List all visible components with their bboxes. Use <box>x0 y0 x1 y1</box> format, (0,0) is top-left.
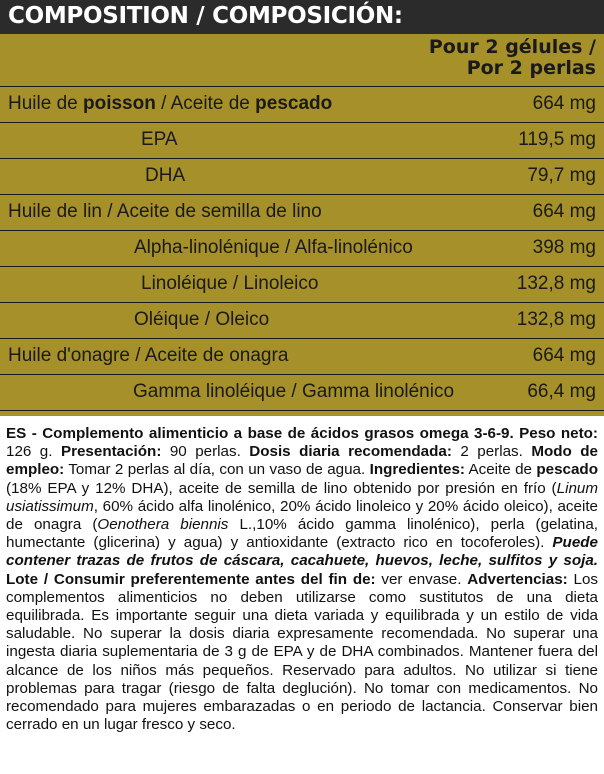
row-value: 79,7 mg <box>527 165 596 186</box>
composition-header <box>0 0 604 34</box>
table-row-epa <box>0 122 604 158</box>
description-paragraph: ES - Complemento alimenticio a base de ácidos grasos omega 3-6-9. Peso neto: 126 g. Presentación: 90 perlas. Dosis diaria recomendada: 2 perlas. Modo de empleo: Tomar 2 perlas al día, con un vaso de agua. Ingredientes: Aceite de pescado (18% EPA y 12% DHA), aceite de semilla de lino obtenido por presión en frío (Linum usiatissimum, 60% ácido alfa linolénico, 20% ácido linoleico y 20% ácido oleico), aceite de onagra (Oenothera biennis L.,10% ácido gamma linolénico), perla (gelatina, humectante (glicerina) y agua) y antioxidante (extracto rico en tocoferoles). Puede contener trazas de frutos de cáscara, cacahuete, huevos, leche, sulfitos y soja. Lote / Consumir preferentemente antes del fin de: ver envase. Advertencias: Los complementos alimenticios no deben utilizarse como sustitutos de una dieta equilibrada. Es importante seguir una dieta variada y equilibrada y un estilo de vida saludable. No superar la dosis diaria expresamente recomendada. No superar una ingesta diaria suplementaria de 3 g de EPA y de DHA combinados. Mantener fuera del alcance de los niños más pequeños. Reservado para adultos. No utilizar si tiene problemas para tragar (riesgo de falta deglución). No tomar con medicamentos. No recomendado para mujeres embarazadas o en periodo de lactancia. Conservar bien cerrado en un lugar fresco y seco. <box>6 425 598 734</box>
table-row-fish-oil <box>0 86 604 122</box>
composition-title: COMPOSITION / COMPOSICIÓN: <box>8 3 403 29</box>
row-value: 119,5 mg <box>518 129 596 150</box>
serving-size-label <box>429 37 596 79</box>
serving-size-fr: Pour 2 gélules / <box>428 36 596 58</box>
table-row-dha <box>0 158 604 194</box>
table-row-oleic <box>0 302 604 338</box>
table-row-alpha-linolenic <box>0 230 604 266</box>
table-row-gamma-linolenic <box>0 374 604 411</box>
row-label: Huile d'onagre / Aceite de onagra <box>8 345 289 366</box>
row-label: Huile de lin / Aceite de semilla de lino <box>8 201 322 222</box>
row-label: Gamma linoléique / Gamma linolénico <box>133 381 455 402</box>
row-value: 664 mg <box>532 345 596 366</box>
composition-table <box>0 34 604 416</box>
row-label: EPA <box>141 129 178 150</box>
allergen-warning: Puede contener trazas de frutos de cáscara, cacahuete, huevos, leche, sulfitos y soja. <box>6 534 598 570</box>
row-value: 66,4 mg <box>527 381 596 402</box>
row-value: 398 mg <box>532 237 596 258</box>
row-value: 132,8 mg <box>516 309 596 330</box>
row-label: Huile de poisson / Aceite de pescado <box>8 93 333 114</box>
row-label: Oléique / Oleico <box>134 309 270 330</box>
row-value: 132,8 mg <box>516 273 596 294</box>
product-description <box>6 425 598 734</box>
table-row-flax-oil <box>0 194 604 230</box>
row-value: 664 mg <box>532 201 596 222</box>
row-label: Alpha-linolénique / Alfa-linolénico <box>134 237 413 258</box>
row-label: Linoléique / Linoleico <box>141 273 319 294</box>
row-label: DHA <box>145 165 186 186</box>
row-value: 664 mg <box>532 93 596 114</box>
serving-size-es: Por 2 perlas <box>466 57 596 79</box>
table-row-evening-primrose-oil <box>0 338 604 374</box>
table-row-linoleic <box>0 266 604 302</box>
